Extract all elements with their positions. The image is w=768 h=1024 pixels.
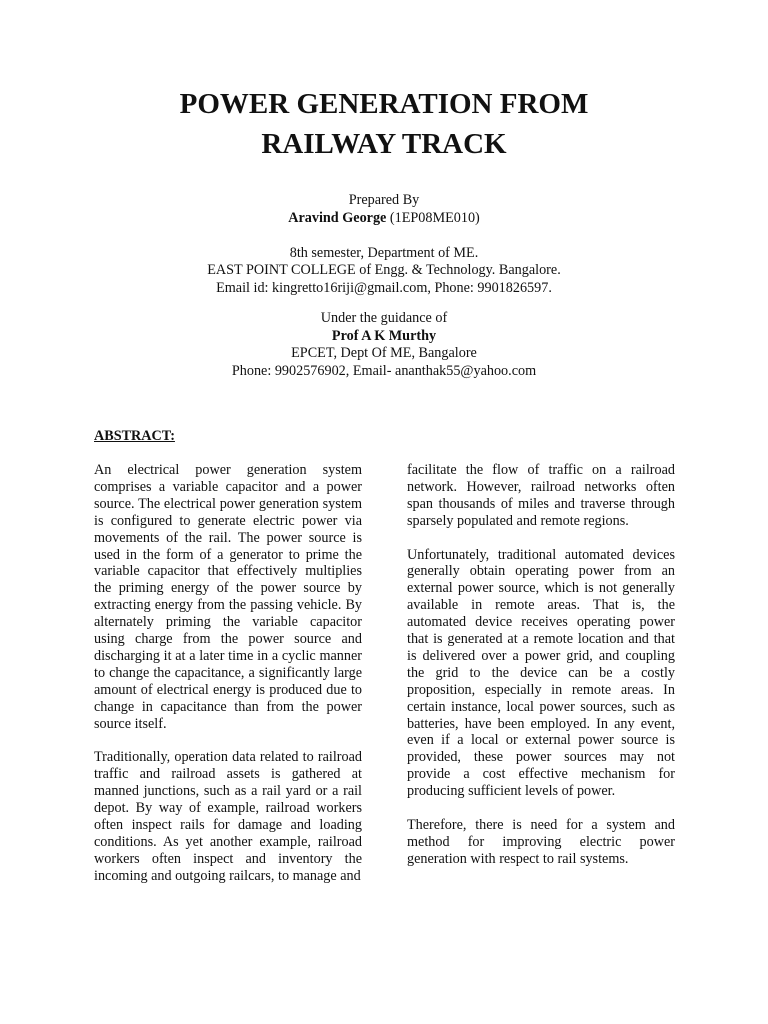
guide-affiliation: EPCET, Dept Of ME, Bangalore <box>291 345 477 361</box>
guidance-label: Under the guidance of <box>320 310 448 326</box>
abstract-left-column <box>94 462 362 902</box>
abstract-paragraph: facilitate the flow of traffic on a railroad network. However, railroad networks often span thousands of miles and traverse through sparsely populated and remote regions. <box>407 462 675 529</box>
prepared-by-label: Prepared By <box>348 192 420 208</box>
author-contact: Email id: kingretto16riji@gmail.com, Phone: 9901826597. <box>216 279 552 296</box>
abstract-heading: ABSTRACT: <box>94 428 175 444</box>
title-line-1: POWER GENERATION FROM <box>179 88 589 120</box>
guide-name: Prof A K Murthy <box>331 327 437 344</box>
abstract-paragraph: Therefore, there is need for a system and method for improving electric power generation with respect to rail systems. <box>407 817 675 867</box>
author-block <box>0 192 768 297</box>
author-line <box>0 210 768 228</box>
author-name: Aravind George <box>288 209 387 226</box>
abstract-paragraph: Unfortunately, traditional automated devices generally obtain operating power from an external power source, which is not generally available in remote areas. That is, the automated device receives operating power that is generated at a remote location and that is delivered over a power grid, and coupling the grid to the device can be a costly proposition, especially in remote areas. In certain instance, local power sources, such as batteries, have been employed. In any event, even if a local or external power source is provided, these power sources may not provide a cost effective mechanism for producing sufficient levels of power. <box>407 546 675 800</box>
title-line-2: RAILWAY TRACK <box>261 128 507 160</box>
abstract-paragraph: An electrical power generation system comprises a variable capacitor and a power source. The electrical power generation system is configured to generate electric power via movements of the rail. The power source is used in the form of a generator to prime the variable capacitor that effectively multiplies the priming energy of the power source by extracting energy from the passing vehicle. By alternately priming the variable capacitor using charge from the power source and discharging it at a later time in a cyclic manner to change the capacitance, a significantly large amount of electrical energy is produced due to change in capacitance than from the power source itself. <box>94 462 362 732</box>
guide-contact: Phone: 9902576902, Email- ananthak55@yahoo.com <box>231 362 537 379</box>
author-college: EAST POINT COLLEGE of Engg. & Technology. Bangalore. <box>207 262 561 278</box>
author-id: (1EP08ME010) <box>386 209 480 226</box>
author-semester: 8th semester, Department of ME. <box>289 244 479 261</box>
abstract-paragraph: Traditionally, operation data related to railroad traffic and railroad assets is gathered at manned junctions, such as a rail yard or a rail depot. By way of example, railroad workers often inspect rails for damage and loading conditions. As yet another example, railroad workers often inspect and inventory the incoming and outgoing railcars, to manage and <box>94 749 362 884</box>
paper-title <box>0 84 768 164</box>
abstract-right-column <box>407 462 675 885</box>
guide-block <box>0 310 768 380</box>
